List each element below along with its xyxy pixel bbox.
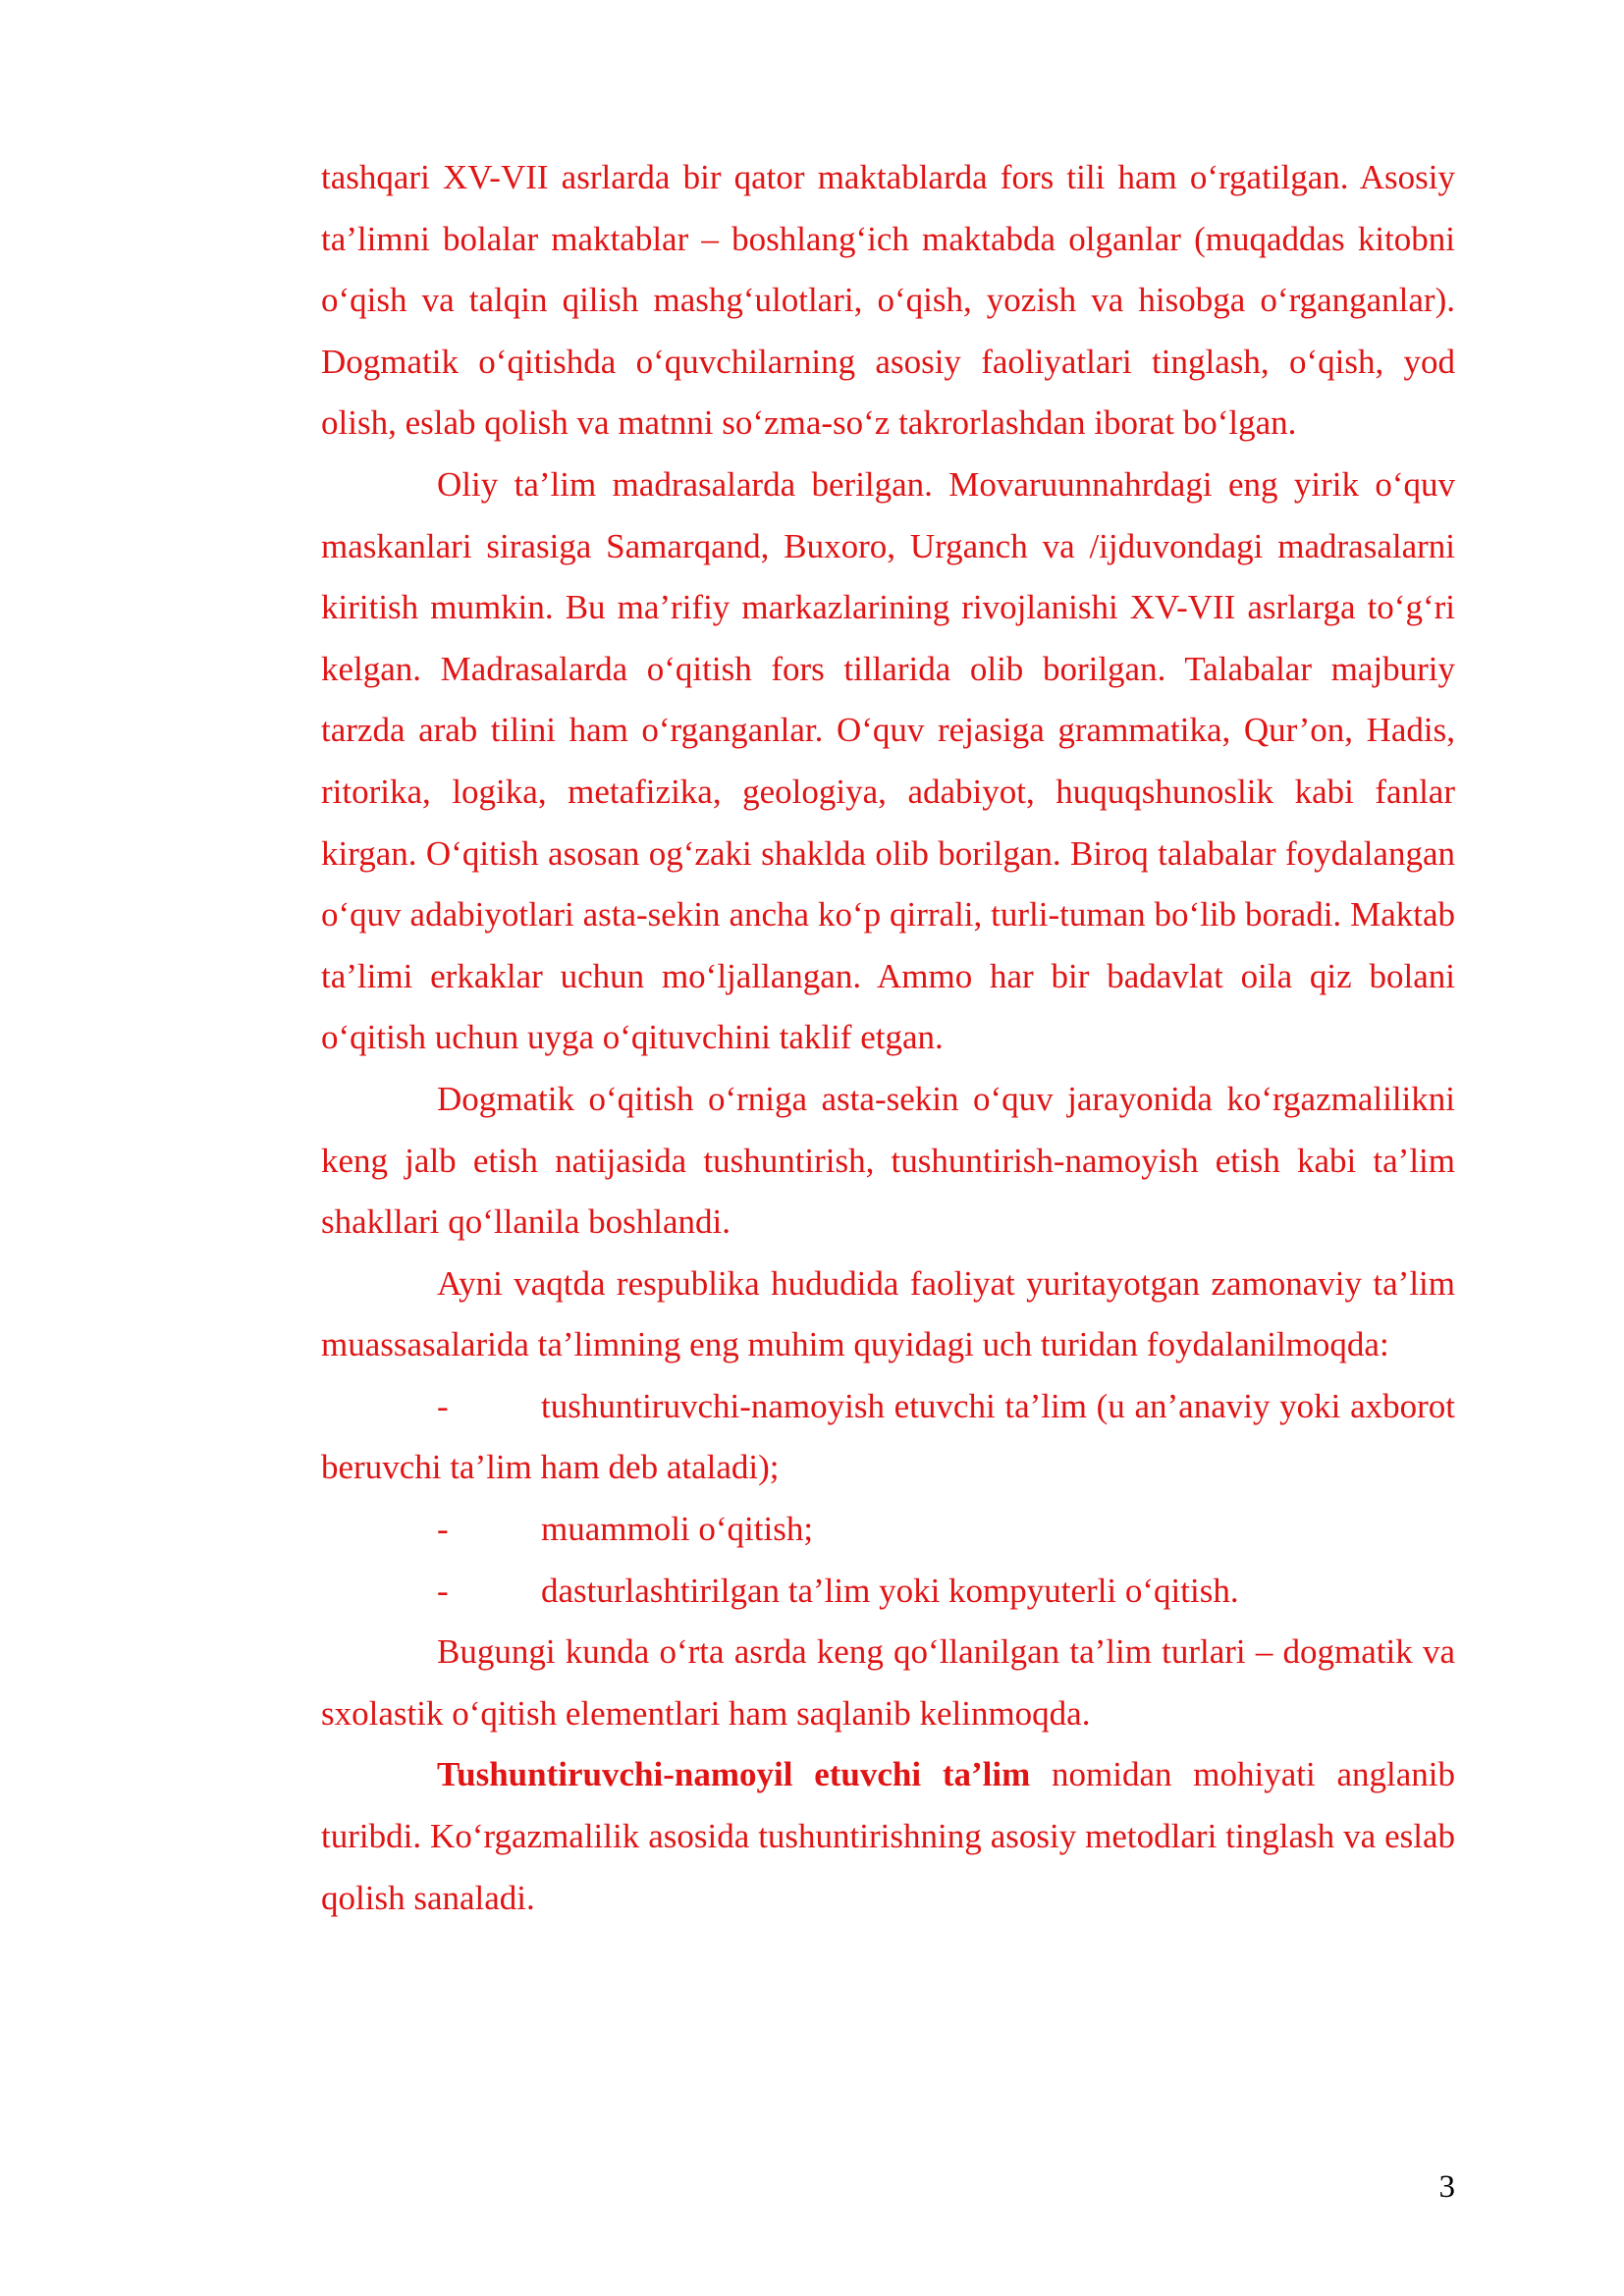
list-item-text: dasturlashtirilgan ta’lim yoki kompyuterli o‘qitish. (541, 1571, 1239, 1610)
paragraph-explanatory-teaching (321, 1744, 1455, 1929)
list-item-text: muammoli o‘qitish; (541, 1510, 814, 1549)
page-number: 3 (1438, 2169, 1455, 2205)
paragraph-medieval-elements: Bugungi kunda o‘rta asrda keng qo‘llanilgan ta’lim turlari – dogmatik va sxolastik o‘qitish elementlari ham saqlanib kelinmoqda. (321, 1632, 1455, 1733)
body-text (321, 147, 1455, 1929)
paragraph-higher-education: Oliy ta’lim madrasalarda berilgan. Movaruunnahrdagi eng yirik o‘quv maskanlari sirasiga Samarqand, Buxoro, Urganch va /ijduvondagi madrasalarni kiritish mumkin. Bu ma’rifiy markazlarining rivojlanishi XV-VII asrlarga to‘g‘ri kelgan. Madrasalarda o‘qitish fors tillarida olib borilgan. Talabalar majburiy tarzda arab tilini ham o‘rganganlar. O‘quv rejasiga grammatika, Qur’on, Hadis, ritorika, logika, metafizika, geologiya, adabiyot, huquqshunoslik kabi fanlar kirgan. O‘qitish asosan og‘zaki shaklda olib borilgan. Biroq talabalar foydalangan o‘quv adabiyotlari asta-sekin ancha ko‘p qirrali, turli-tuman bo‘lib boradi. Maktab ta’limi erkaklar uchun mo‘ljallangan. Ammo har bir badavlat oila qiz bolani o‘qitish uchun uyga o‘qituvchini taklif etgan. (321, 464, 1455, 1057)
paragraph-continuation: tashqari XV-VII asrlarda bir qator maktablarda fors tili ham o‘rgatilgan. Asosiy ta’limni bolalar maktablar – boshlang‘ich maktabda olganlar (muqaddas kitobni o‘qish va talqin qilish mashg‘ulotlari, o‘qish, yozish va hisobga o‘rganganlar). Dogmatik o‘qitishda o‘quvchilarning asosiy faoliyatlari tinglash, o‘qish, yod olish, eslab qolish va matnni so‘zma-so‘z takrorlashdan iborat bo‘lgan. (321, 158, 1455, 443)
list-item (321, 1499, 1455, 1561)
list-item-text: tushuntiruvchi-namoyish etuvchi ta’lim (u an’anaviy yoki axborot beruvchi ta’lim ham deb ataladi); (321, 1386, 1455, 1487)
list-item (321, 1561, 1455, 1623)
list-marker: - (437, 1510, 449, 1549)
bold-term: Tushuntiruvchi-namoyil etuvchi ta’lim (437, 1755, 1031, 1794)
paragraph-rest: nomidan mohiyati anglanib turibdi. Ko‘rgazmalilik asosida tushuntirishning asosiy metodlari tinglash va eslab qolish sanaladi. (321, 1755, 1455, 1917)
paragraph-modern-institutions: Ayni vaqtda respublika hududida faoliyat yuritayotgan zamonaviy ta’lim muassasalarida ta’limning eng muhim quyidagi uch turidan foydalanilmoqda: (321, 1263, 1455, 1364)
paragraph-dogmatic-teaching: Dogmatik o‘qitish o‘rniga asta-sekin o‘quv jarayonida ko‘rgazmalilikni keng jalb etish natijasida tushuntirish, tushuntirish-namoyish etish kabi ta’lim shakllari qo‘llanila boshlandi. (321, 1079, 1455, 1242)
list-marker: - (437, 1386, 449, 1425)
list-marker: - (437, 1571, 449, 1610)
list-item (321, 1376, 1455, 1499)
